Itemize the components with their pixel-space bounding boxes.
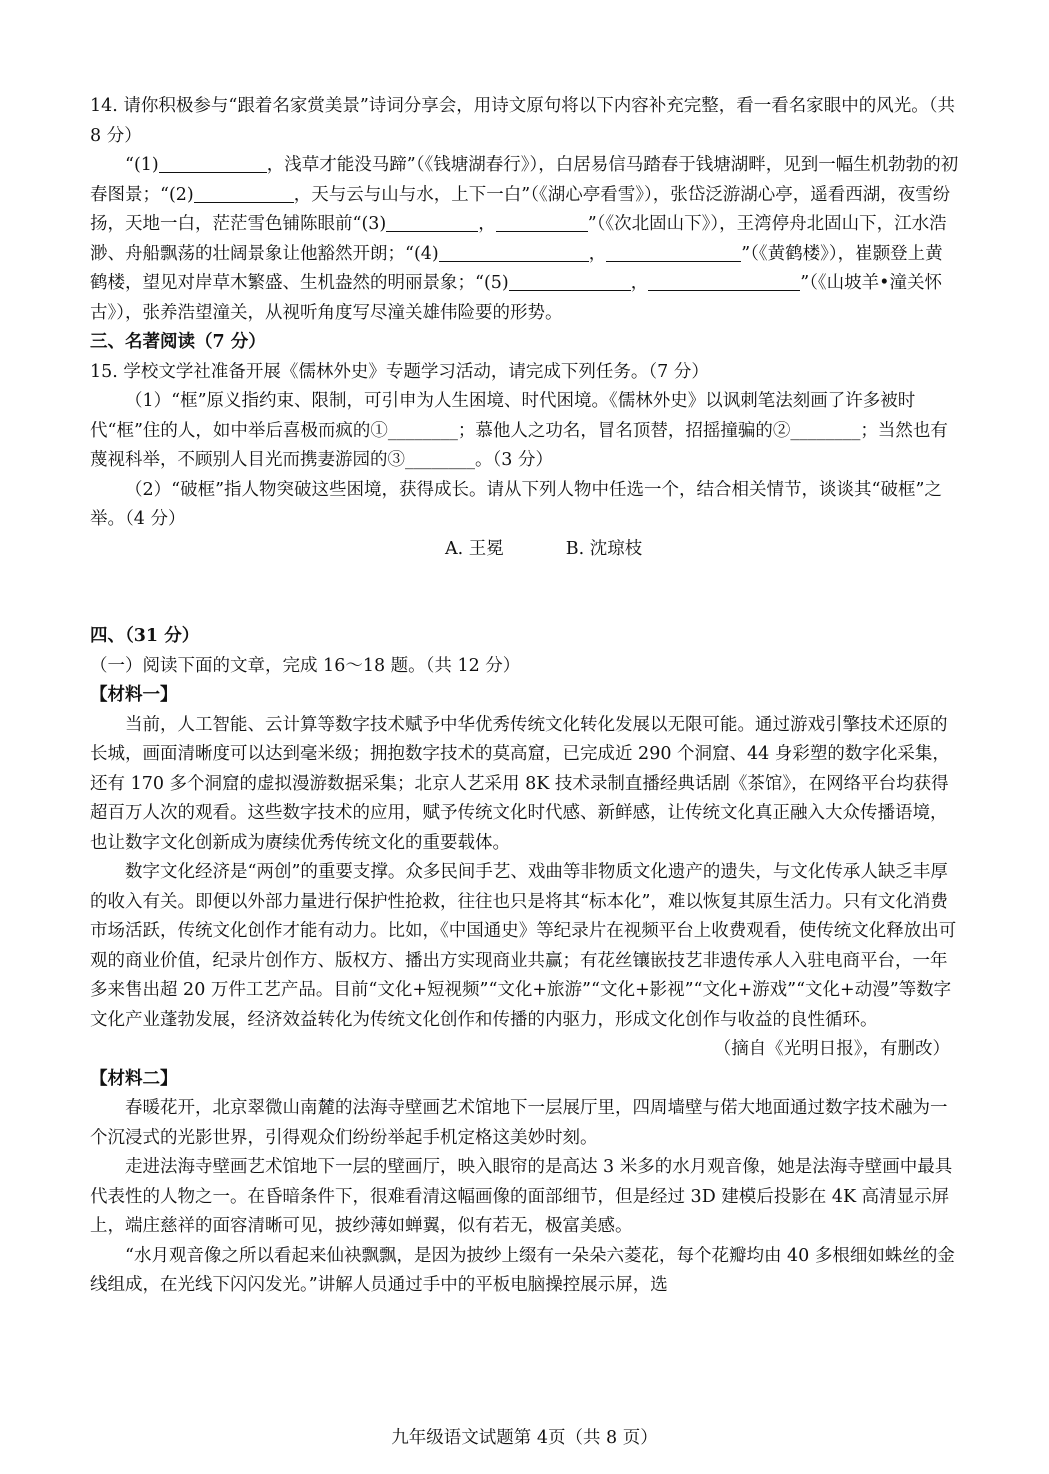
- choice-a[interactable]: A. 王冕: [445, 538, 504, 559]
- choice-row: [90, 535, 960, 565]
- section-4-title: 四、（31 分）: [90, 626, 200, 646]
- answer-blank[interactable]: [386, 211, 478, 232]
- q14-text-a: ，浅草才能没马蹄”（《钱塘湖春行》），白居易信马踏春于钱塘湖畔，见到一幅生机勃勃的初春图景；“(2): [90, 155, 959, 205]
- question-14-body: [90, 151, 960, 328]
- answer-blank[interactable]: [159, 152, 267, 173]
- task-1-text-b: ；慕他人之功名，冒名顶替，招摇撞骗的②: [457, 420, 791, 441]
- page-content: [90, 92, 960, 1301]
- question-14-prompt: 14. 请你积极参与“跟着名家赏美景”诗词分享会，用诗文原句将以下内容补充完整，看一看名家眼中的风光。（共 8 分）: [90, 96, 956, 146]
- material-2-paragraph-2: 走进法海寺壁画艺术馆地下一层的壁画厅，映入眼帘的是高达 3 米多的水月观音像，她是法海寺壁画中最具代表性的人物之一。在昏暗条件下，很难看清这幅画像的面部细节，但是经过 3D 建模后投影在 4K 高清显示屏上，端庄慈祥的面容清晰可见，披纱薄如蝉翼，似有若无，极富美感。: [90, 1157, 953, 1236]
- section-4-intro: （一）阅读下面的文章，完成 16～18 题。（共 12 分）: [90, 655, 521, 676]
- question-15-task-1: [90, 387, 960, 476]
- page-footer: 九年级语文试题第 4页（共 8 页）: [391, 1428, 658, 1448]
- material-1-title: 【材料一】: [90, 685, 178, 705]
- material-1-paragraph-1: 当前，人工智能、云计算等数字技术赋予中华优秀传统文化转化发展以无限可能。通过游戏引擎技术还原的长城，画面清晰度可以达到毫米级；拥抱数字技术的莫高窟，已完成近 290 个洞窟、44 身彩塑的数字化采集，还有 170 多个洞窟的虚拟漫游数据采集；北京人艺采用 8K 技术录制直播经典话剧《茶馆》，在网络平台均获得超百万人次的观看。这些数字技术的应用，赋予传统文化时代感、新鲜感，让传统文化真正融入大众传播语境，也让数字文化创新成为赓续优秀传统文化的重要载体。: [90, 714, 950, 853]
- section-3-title: 三、名著阅读（7 分）: [90, 332, 266, 352]
- answer-blank[interactable]: [648, 270, 800, 291]
- q14-text-b: ，天与云与山与水，上下一白”（《湖心亭看雪》），张岱泛游湖心亭，遥看西湖，夜雪纷扬，天地一白，茫茫雪色铺陈眼前“(3): [90, 184, 951, 234]
- q14-text-f: ”（《黄鹤楼》），崔颢登上黄鹤楼，望见对岸草木繁盛、生机盎然的明丽景象；“(5): [90, 243, 943, 293]
- task-1-text-a: （1）“框”原义指约束、限制，可引申为人生困境、时代困境。《儒林外史》以讽刺笔法刻画了许多被时代“框”住的人，如中举后喜极而疯的①: [90, 391, 916, 441]
- q14-text-c: ，: [478, 214, 496, 234]
- question-15-task-2: （2）“破框”指人物突破这些困境，获得成长。请从下列人物中任选一个，结合相关情节，谈谈其“破框”之举。（4 分）: [90, 479, 942, 529]
- choice-b[interactable]: B. 沈琼枝: [565, 538, 643, 559]
- task-1-text-d: 。（3 分）: [475, 450, 553, 470]
- material-1-source: （摘自《光明日报》，有删改）: [713, 1039, 950, 1059]
- material-2-paragraph-3: “水月观音像之所以看起来仙袂飘飘，是因为披纱上缀有一朵朵六菱花，每个花瓣均由 40 多根细如蛛丝的金线组成，在光线下闪闪发光。”讲解人员通过手中的平板电脑操控展示屏，选: [90, 1245, 955, 1295]
- spacer: [90, 564, 960, 622]
- answer-blank-2[interactable]: ________: [790, 420, 861, 441]
- material-2-paragraph-1: 春暖花开，北京翠微山南麓的法海寺壁画艺术馆地下一层展厅里，四周墙壁与偌大地面通过数字技术融为一个沉浸式的光影世界，引得观众们纷纷举起手机定格这美妙时刻。: [90, 1098, 948, 1148]
- material-2-title: 【材料二】: [90, 1068, 178, 1089]
- q14-text-g: ，: [630, 273, 649, 293]
- q14-blank-1-label: “(1): [125, 155, 159, 175]
- answer-blank[interactable]: [194, 182, 294, 203]
- q14-text-h: ”（《山坡羊•潼关怀古》），张养浩望潼关，从视听角度写尽潼关雄伟险要的形势。: [90, 273, 943, 323]
- answer-blank[interactable]: [606, 241, 741, 262]
- question-15-prompt: 15. 学校文学社准备开展《儒林外史》专题学习活动，请完成下列任务。（7 分）: [90, 361, 709, 382]
- q14-text-e: ，: [588, 243, 607, 264]
- task-1-text-c: ；当然也有蔑视科举，不顾别人目光而携妻游园的③: [90, 420, 948, 470]
- q14-text-d: ”（《次北固山下》），王湾停舟北固山下，江水浩渺、舟船飘荡的壮阔景象让他豁然开朗；“(4): [90, 214, 947, 264]
- answer-blank[interactable]: [509, 270, 631, 291]
- answer-blank-3[interactable]: ________: [405, 450, 475, 470]
- material-1-paragraph-2: 数字文化经济是“两创”的重要支撑。众多民间手艺、戏曲等非物质文化遗产的遗失，与文化传承人缺乏丰厚的收入有关。即便以外部力量进行保护性抢救，往往也只是将其“标本化”，难以恢复其原生活力。只有文化消费市场活跃，传统文化创作才能有动力。比如，《中国通史》等纪录片在视频平台上收费观看，使传统文化释放出可观的商业价值，纪录片创作方、版权方、播出方实现商业共赢；有花丝镶嵌技艺非遗传承人入驻电商平台，一年多来售出超 20 万件工艺产品。目前“文化+短视频”“文化+旅游”“文化+影视”“文化+游戏”“文化+动漫”等数字文化产业蓬勃发展，经济效益转化为传统文化创作和传播的内驱力，形成文化创作与收益的良性循环。: [90, 862, 957, 1030]
- answer-blank[interactable]: [496, 211, 588, 232]
- answer-blank[interactable]: [439, 241, 589, 262]
- answer-blank-1[interactable]: ________: [387, 420, 458, 441]
